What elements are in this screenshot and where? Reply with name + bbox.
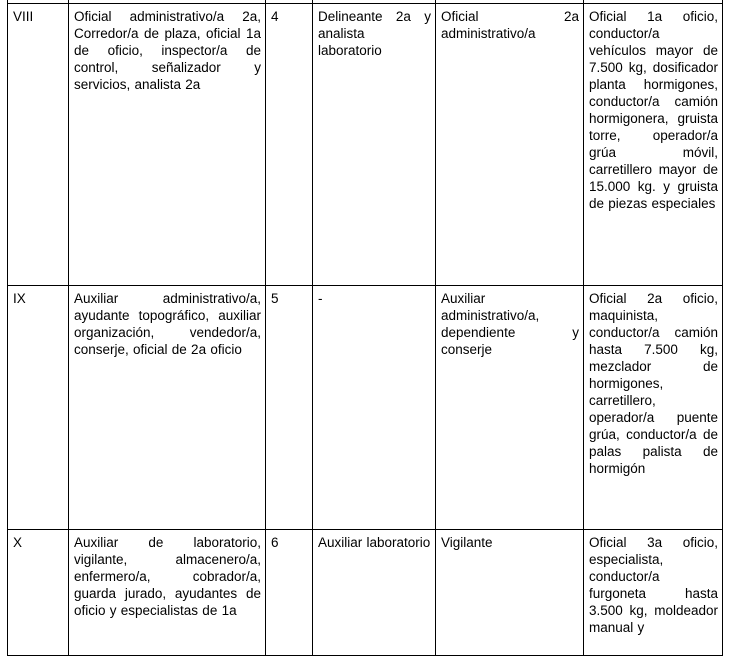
table-row — [8, 286, 723, 530]
table-cell — [69, 4, 266, 286]
category-list: Auxiliar de laboratorio, vigilante, almacenero/a, enfermero/a, cobrador/a, guarda jurado, ayudantes de oficio y especialistas de 1a — [74, 535, 261, 618]
table-cell — [436, 530, 584, 656]
table-cell — [313, 4, 436, 286]
level-roman: X — [13, 535, 23, 550]
category-list: Vigilante — [441, 535, 493, 550]
category-list: Auxiliar laboratorio — [318, 535, 431, 550]
category-list: Auxiliar administrativo/a, ayudante topográfico, auxiliar organización, vendedor/a, conserje, oficial de 2a oficio — [74, 291, 261, 357]
table-cell — [584, 286, 723, 530]
group-number: 5 — [271, 291, 279, 306]
table-cell — [266, 4, 313, 286]
category-list: Oficial 2a oficio, maquinista, conductor/a camión hasta 7.500 kg, mezclador de hormigones, carretillero, operador/a puente grúa, conductor/a de palas palista de hormigón — [589, 291, 718, 476]
table-cell — [8, 286, 69, 530]
table-cell — [69, 530, 266, 656]
table-cell — [436, 4, 584, 286]
table-cell — [8, 530, 69, 656]
table-cell — [266, 286, 313, 530]
group-number: 6 — [271, 535, 279, 550]
table-cell — [436, 286, 584, 530]
table-cell — [584, 4, 723, 286]
category-list: Oficial administrativo/a 2a, Corredor/a de plaza, oficial 1a de oficio, inspector/a de control, señalizador y servicios, analista 2a — [74, 9, 261, 92]
table-cell — [266, 530, 313, 656]
table-cell — [69, 286, 266, 530]
category-list: - — [318, 291, 323, 306]
category-list: Delineante 2a y analista laboratorio — [318, 9, 431, 58]
group-number: 4 — [271, 9, 279, 24]
category-list: Oficial 1a oficio, conductor/a vehículos mayor de 7.500 kg, dosificador planta hormigones, conductor/a camión hormigonera, gruista torre, operador/a grúa móvil, carretillero mayor de 15.000 kg. y gruista de piezas especiales — [589, 9, 718, 211]
category-list: Auxiliar administrativo/a, dependiente y conserje — [441, 291, 579, 357]
document-table — [7, 0, 723, 656]
table-cell — [313, 286, 436, 530]
category-list: Oficial 3a oficio, especialista, conductor/a furgoneta hasta 3.500 kg, moldeador manual y — [589, 535, 718, 635]
table-cell — [8, 4, 69, 286]
category-list: Oficial 2a administrativo/a — [441, 9, 579, 41]
table-row — [8, 530, 723, 656]
table-cell — [584, 530, 723, 656]
table-cell — [313, 530, 436, 656]
table-row — [8, 4, 723, 286]
level-roman: VIII — [13, 9, 34, 24]
level-roman: IX — [13, 291, 26, 306]
